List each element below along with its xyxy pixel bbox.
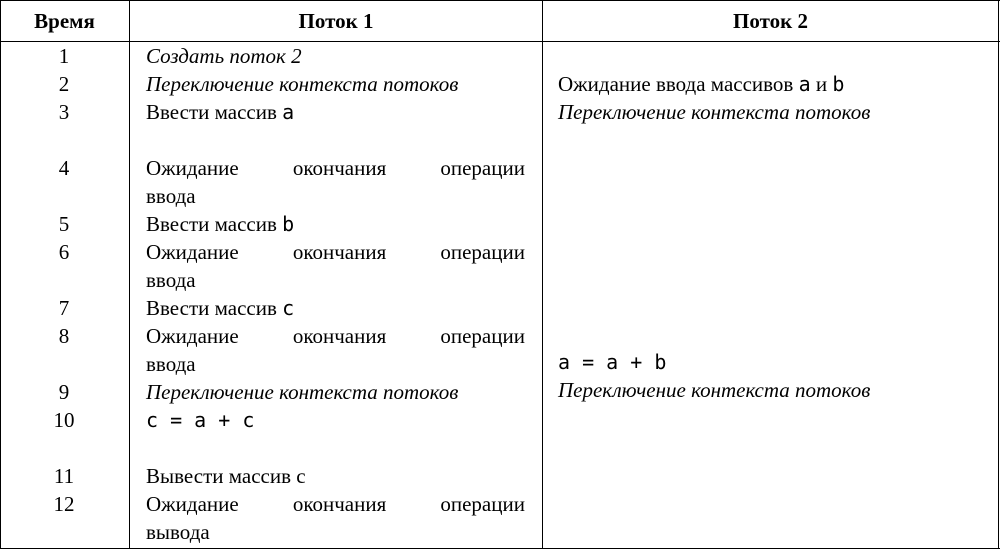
thread2-step-2-text: Ожидание ввода массивов: [558, 72, 794, 96]
thread1-step-8-line1: [146, 322, 525, 350]
header-thread-2: Поток 2: [733, 9, 808, 33]
table-right-border: [998, 0, 999, 549]
thread1-step-7: [146, 294, 294, 322]
thread1-step-4-word3: операции: [440, 156, 525, 180]
table-bottom-border: [0, 548, 1000, 549]
thread1-step-12-word3: операции: [440, 492, 525, 516]
time-3: 3: [58, 100, 70, 124]
time-12: 12: [53, 492, 75, 516]
time-11: 11: [53, 464, 75, 488]
thread1-step-3: [146, 98, 294, 126]
thread1-step-5-var: b: [282, 212, 295, 236]
time-10: 10: [53, 408, 75, 432]
thread1-step-8-line2: ввода: [146, 352, 196, 376]
time-7: 7: [58, 296, 70, 320]
thread2-step-2-var2: b: [832, 72, 845, 96]
thread2-step-8: a = a + b: [558, 350, 667, 374]
thread1-step-12-word1: Ожидание: [146, 492, 239, 516]
thread1-step-2: Переключение контекста потоков: [146, 72, 459, 96]
thread1-step-6-word1: Ожидание: [146, 240, 239, 264]
thread1-step-7-text: Ввести массив: [146, 296, 277, 320]
thread1-step-5-text: Ввести массив: [146, 212, 277, 236]
table-top-border: [0, 0, 1000, 1]
thread1-step-4-line1: [146, 154, 525, 182]
time-2: 2: [58, 72, 70, 96]
time-6: 6: [58, 240, 70, 264]
thread2-step-9: Переключение контекста потоков: [558, 378, 871, 402]
thread1-step-8-word1: Ожидание: [146, 324, 239, 348]
thread2-step-2-var1: a: [798, 72, 811, 96]
header-thread-1: Поток 1: [298, 9, 374, 33]
thread1-step-11: Вывести массив с: [146, 464, 306, 488]
thread1-step-6-word2: окончания: [292, 240, 387, 264]
time-1: 1: [58, 44, 70, 68]
thread1-step-3-var: a: [282, 100, 295, 124]
thread1-step-6-word3: операции: [440, 240, 525, 264]
thread1-step-5: [146, 210, 294, 238]
thread1-step-7-var: c: [282, 296, 295, 320]
thread1-step-12-line1: [146, 490, 525, 518]
time-4: 4: [58, 156, 70, 180]
thread2-step-2-and: и: [815, 72, 828, 96]
thread1-step-8-word3: операции: [440, 324, 525, 348]
thread1-step-9: Переключение контекста потоков: [146, 380, 459, 404]
time-5: 5: [58, 212, 70, 236]
thread1-step-12-word2: окончания: [292, 492, 387, 516]
thread2-step-3: Переключение контекста потоков: [558, 100, 871, 124]
thread1-step-12-line2: вывода: [146, 520, 210, 544]
thread1-step-4-word2: окончания: [292, 156, 387, 180]
thread1-step-1: Создать поток 2: [146, 44, 302, 68]
header-time: Время: [34, 9, 95, 33]
thread1-step-4-line2: ввода: [146, 184, 196, 208]
thread1-step-10: c = a + c: [146, 408, 255, 432]
time-8: 8: [58, 324, 70, 348]
column-divider-2: [542, 0, 543, 549]
column-divider-1: [129, 0, 130, 549]
thread1-step-4-word1: Ожидание: [146, 156, 239, 180]
thread1-step-3-text: Ввести массив: [146, 100, 277, 124]
time-9: 9: [58, 380, 70, 404]
thread1-step-6-line1: [146, 238, 525, 266]
thread1-step-6-line2: ввода: [146, 268, 196, 292]
thread1-step-8-word2: окончания: [292, 324, 387, 348]
thread2-step-2: [558, 70, 844, 98]
